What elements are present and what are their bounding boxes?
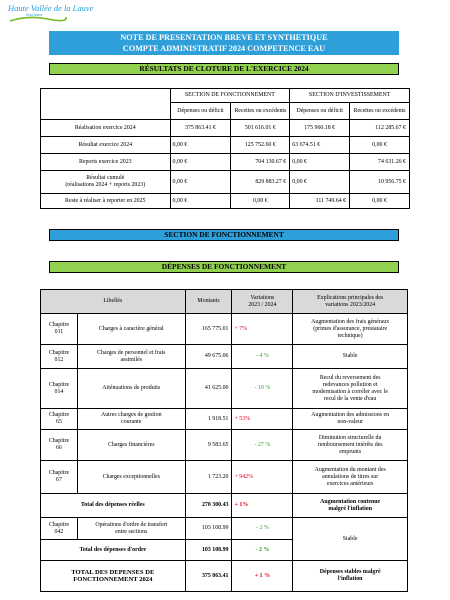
chapitre-label: Chapitre <box>48 412 70 418</box>
document-title-line2: COMPTE ADMINISTRATIF 2024 COMPETENCE EAU <box>122 44 326 53</box>
explication-line: Augmentation du montant des <box>314 466 386 473</box>
depenses-table <box>40 289 408 592</box>
libelle-cell: Charges à caractère général <box>77 314 185 345</box>
depenses-section-banner: DÉPENSES DE FONCTIONNEMENT <box>49 261 399 273</box>
explication-line: Dépenses stables malgré <box>319 569 381 575</box>
chapitre-cell <box>41 345 78 369</box>
chapitre-cell <box>41 518 78 540</box>
montant-cell: 1 918.51 <box>185 409 232 430</box>
chapitre-number: 012 <box>54 356 64 363</box>
chapitre-label: Chapitre <box>48 470 70 476</box>
libelle-line: entre sections <box>115 528 148 535</box>
variation-cell: - 10 % <box>232 369 293 409</box>
results-header-fonctionnement: SECTION DE FONCTIONNEMENT <box>170 89 290 103</box>
results-corner <box>41 89 171 103</box>
total-general-explication <box>293 561 408 592</box>
explication-line: annulations de titres sur <box>322 473 379 480</box>
results-subheader-dep-fonct: Dépenses ou déficit <box>170 103 231 120</box>
explication-line: (primes d'assurance, prestataire <box>313 325 388 332</box>
chapitre-label: Chapitre <box>48 349 70 356</box>
explication-line: technique) <box>337 332 363 339</box>
libelle-line: assimilés <box>120 356 143 363</box>
libelle-line: courante <box>121 419 142 425</box>
explication-cell <box>293 369 408 409</box>
libelle-line: Charges de personnel et frais <box>97 349 166 356</box>
total-reelles-variation: + 1% <box>232 494 293 518</box>
results-subheader-rec-invest: Recettes ou excédents <box>350 103 410 120</box>
chapitre-cell <box>41 314 78 345</box>
explication-line: emprunts <box>339 448 362 455</box>
document-title-line1: NOTE DE PRESENTATION BREVE ET SYNTHETIQUE <box>120 33 328 42</box>
depenses-header-montants: Montants <box>185 290 232 314</box>
total-general-montant: 375 863.41 <box>185 561 232 592</box>
total-general-label <box>41 561 186 592</box>
results-corner-2 <box>41 103 171 120</box>
variations-line2: 2023 / 2024 <box>248 301 277 308</box>
results-cell: 0,00 € <box>231 194 290 209</box>
results-row-label: Reports exercice 2023 <box>41 154 171 171</box>
explication-line: Augmentation des frais généraux <box>311 318 390 325</box>
montant-cell: 1 723.20 <box>185 461 232 494</box>
results-cell: 0,00 € <box>290 171 350 194</box>
document-title-banner <box>49 31 399 55</box>
montant-cell: 103 108.99 <box>185 518 232 540</box>
results-row-label-line1: Résultat cumulé <box>86 175 125 181</box>
results-cell: 0,00 € <box>170 194 231 209</box>
libelle-cell <box>77 345 185 369</box>
total-general-variation: + 1 % <box>232 561 293 592</box>
total-general-line1: TOTAL DES DEPENSES DE <box>71 569 155 576</box>
logo-text: Haute Vallée de la Lauve <box>8 3 94 13</box>
results-cell: 0,00 € <box>350 137 410 154</box>
libelle-cell <box>77 409 185 430</box>
chapitre-number: 042 <box>54 528 64 535</box>
chapitre-label: Chapitre <box>48 438 70 444</box>
stable-explication-cell: Stable <box>293 518 408 561</box>
explication-line: l'inflation <box>337 576 363 582</box>
explications-line2: variations 2023/2024 <box>325 301 376 308</box>
results-subheader-rec-fonct: Recettes ou excédents <box>231 103 290 120</box>
total-reelles-explication <box>293 494 408 518</box>
depenses-row <box>41 430 408 461</box>
chapitre-cell <box>41 430 78 461</box>
results-row-label: Résultat exercice 2024 <box>41 137 171 154</box>
chapitre-number: 011 <box>54 329 64 335</box>
depenses-row <box>41 409 408 430</box>
results-row-label: Réalisation exercice 2024 <box>41 120 171 137</box>
results-cell: 0,00 € <box>170 154 231 171</box>
total-ordre-variation: - 2 % <box>232 540 293 561</box>
variation-cell: - 27 % <box>232 430 293 461</box>
libelle-cell: Charges financières <box>77 430 185 461</box>
results-cell: 0,00 € <box>290 154 350 171</box>
explication-line: Recul du reversement des <box>319 374 381 381</box>
variations-line1: Variations <box>250 294 275 301</box>
results-subheader-dep-invest: Dépenses ou déficit <box>290 103 350 120</box>
explication-cell <box>293 409 408 430</box>
total-ordre-montant: 103 108.99 <box>185 540 232 561</box>
variation-cell: - 4 % <box>232 345 293 369</box>
results-cell: 704 130.67 € <box>231 154 290 171</box>
libelle-line: Opérations d'ordre de transfert <box>95 521 168 528</box>
chapitre-cell <box>41 461 78 494</box>
montant-cell: 9 583.65 <box>185 430 232 461</box>
libelle-cell: Atténuations de produits <box>77 369 185 409</box>
montant-cell: 49 675.06 <box>185 345 232 369</box>
explication-cell: Stable <box>293 345 408 369</box>
organization-logo <box>8 3 94 27</box>
chapitre-number: 014 <box>54 388 64 395</box>
montant-cell: 41 625.00 <box>185 369 232 409</box>
libelle-cell: Charges exceptionnelles <box>77 461 185 494</box>
chapitre-label: Chapitre <box>48 322 70 328</box>
explication-line: non-valeur <box>337 419 363 425</box>
results-cell: 0,00 € <box>170 171 231 194</box>
results-section-banner: RÉSULTATS DE CLOTURE DE L'EXERCICE 2024 <box>49 63 399 75</box>
explication-line: recul de la vente d'eau <box>323 395 377 402</box>
results-cell: 0,00 € <box>350 194 410 209</box>
results-cell: 829 883.27 € <box>231 171 290 194</box>
variation-cell: + 942% <box>232 461 293 494</box>
results-cell: 501 616.01 € <box>231 120 290 137</box>
variation-cell: - 2 % <box>232 518 293 540</box>
depenses-header-explications <box>293 290 408 314</box>
results-row-label-line2: (réalisations 2024 + reports 2023) <box>65 182 146 188</box>
variation-cell: + 7% <box>232 314 293 345</box>
total-reelles-row <box>41 494 408 518</box>
results-row <box>41 171 410 194</box>
chapitre-number: 67 <box>56 477 62 483</box>
explications-line1: Explications principales des <box>317 294 384 301</box>
results-row <box>41 194 410 209</box>
explication-cell <box>293 314 408 345</box>
depenses-row <box>41 518 408 540</box>
fonctionnement-section-banner: SECTION DE FONCTIONNEMENT <box>49 229 399 241</box>
results-cell: 375 863.41 € <box>170 120 231 137</box>
total-general-row <box>41 561 408 592</box>
explication-line: exercices antérieurs <box>326 480 374 487</box>
results-cell: 175 960.18 € <box>290 120 350 137</box>
results-cell: 112 285.67 € <box>350 120 410 137</box>
chapitre-number: 66 <box>56 445 62 451</box>
chapitre-number: 65 <box>56 419 62 425</box>
results-row-label: Reste à réaliser à reporter en 2025 <box>41 194 171 209</box>
explication-cell <box>293 461 408 494</box>
results-header-investissement: SECTION D'INVESTISSEMENT <box>290 89 410 103</box>
results-table <box>40 88 410 209</box>
chapitre-cell <box>41 409 78 430</box>
results-row <box>41 120 410 137</box>
results-cell: 111 749.64 € <box>290 194 350 209</box>
results-row <box>41 154 410 171</box>
total-ordre-label: Total des dépenses d'ordre <box>41 540 186 561</box>
chapitre-label: Chapitre <box>48 521 70 528</box>
depenses-row <box>41 345 408 369</box>
results-row-label <box>41 171 171 194</box>
chapitre-label: Chapitre <box>48 381 70 388</box>
explication-cell <box>293 430 408 461</box>
logo-subtitle: Sud Aube <box>26 13 43 17</box>
results-cell: 10 956.75 € <box>350 171 410 194</box>
results-cell: 63 674.51 € <box>290 137 350 154</box>
explication-line: redevances pollution et <box>322 381 378 388</box>
depenses-header-row <box>41 290 408 314</box>
libelle-line: Autres charges de gestion <box>100 412 162 418</box>
explication-line: modernisation à corréler avec le <box>312 388 388 395</box>
chapitre-cell <box>41 369 78 409</box>
results-cell: 125 752.60 € <box>231 137 290 154</box>
explication-line: malgré l'inflation <box>328 505 372 512</box>
libelle-cell <box>77 518 185 540</box>
explication-line: Augmentation contenue <box>320 498 381 505</box>
total-reelles-montant: 270 300.43 <box>185 494 232 518</box>
explication-line: remboursement intérêts des <box>317 441 383 448</box>
total-reelles-label: Total des dépenses réelles <box>41 494 186 518</box>
depenses-row <box>41 461 408 494</box>
explication-line: Diminution structurelle du <box>318 434 382 441</box>
montant-cell: 165 775.01 <box>185 314 232 345</box>
results-cell: 0,00 € <box>170 137 231 154</box>
results-row <box>41 137 410 154</box>
total-general-line2: FONCTIONNEMENT 2024 <box>73 576 153 583</box>
variation-cell: + 53% <box>232 409 293 430</box>
explication-line: Augmentation des admissions en <box>311 412 390 418</box>
results-cell: 74 631.26 € <box>350 154 410 171</box>
depenses-header-libelles: Libellés <box>41 290 186 314</box>
depenses-row <box>41 369 408 409</box>
depenses-header-variations <box>232 290 293 314</box>
depenses-row <box>41 314 408 345</box>
